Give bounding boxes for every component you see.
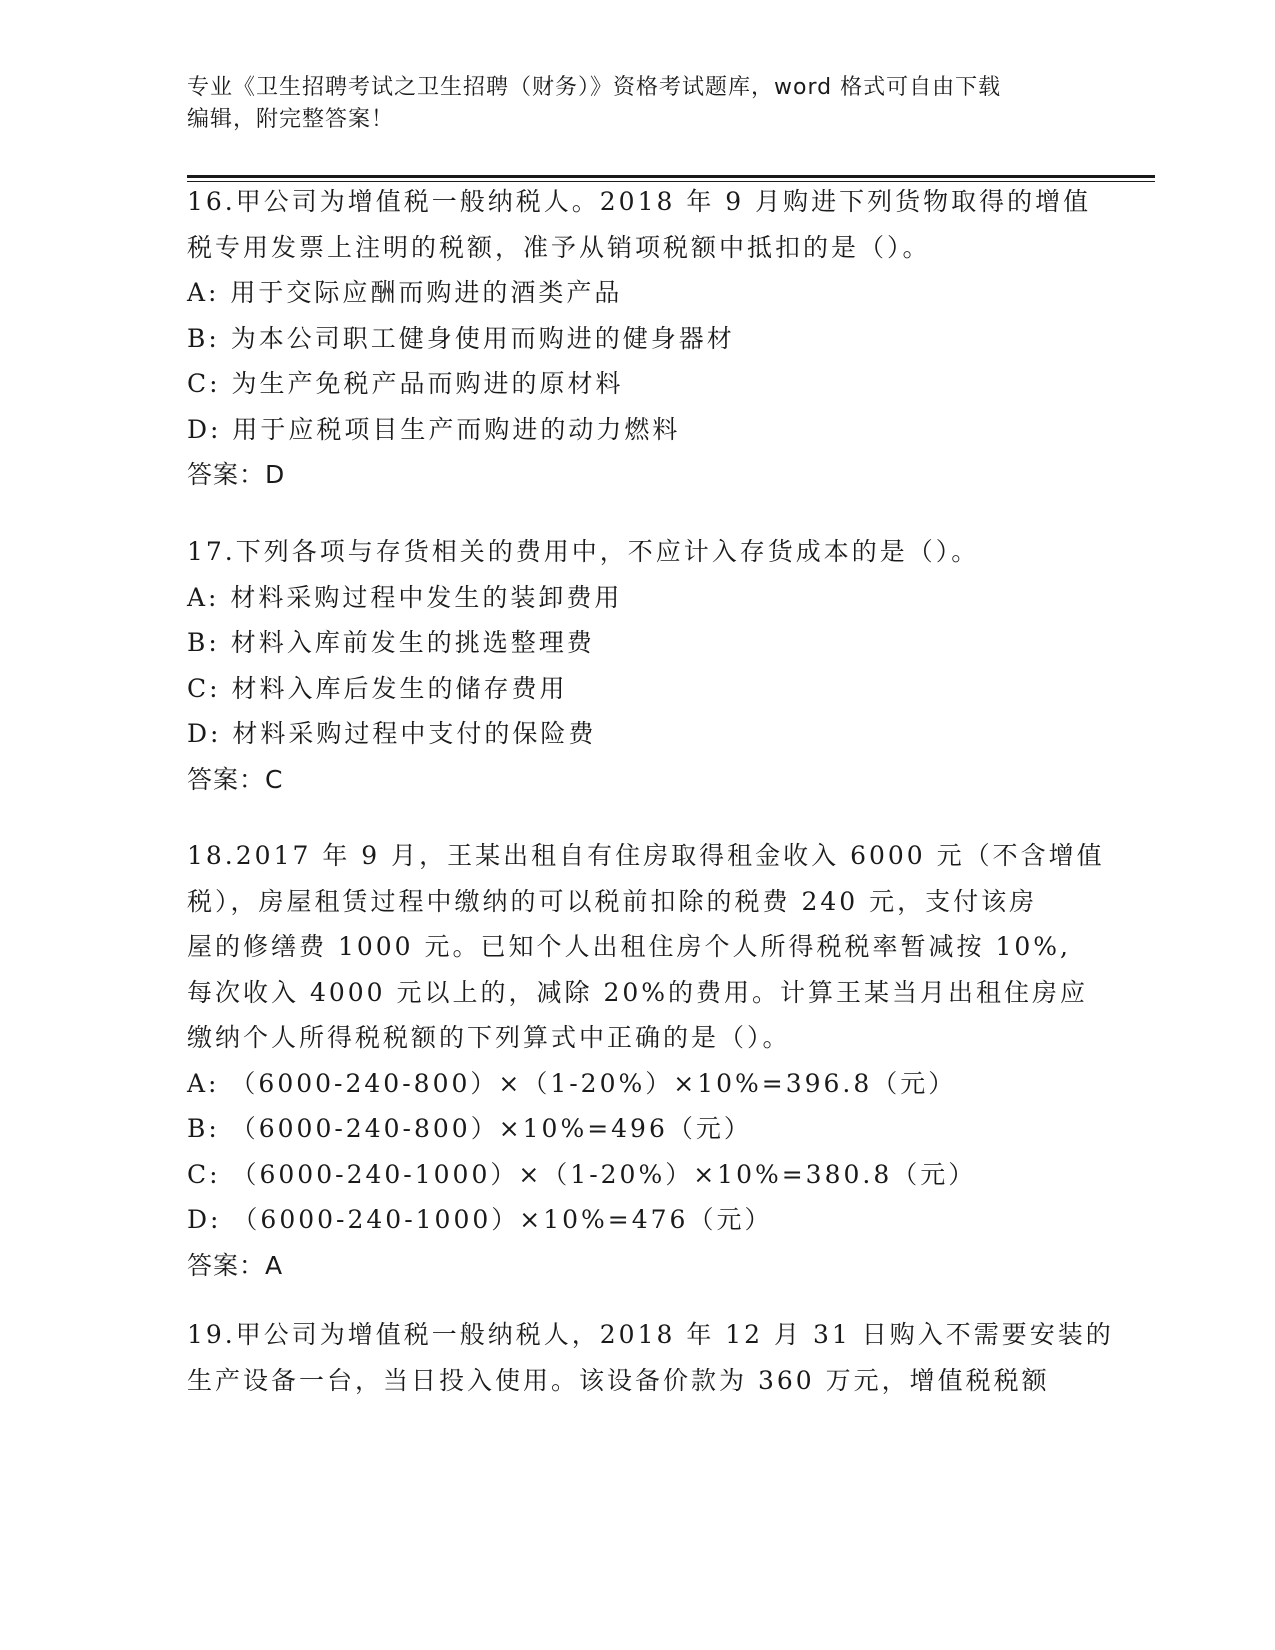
document-header: [187, 72, 1087, 136]
header-line-2: 编辑，附完整答案！: [187, 107, 395, 132]
header-divider-thick: [187, 175, 1155, 178]
question-text-line: 每次收入 4000 元以上的，减除 20%的费用。计算王某当月出租住房应: [187, 977, 1089, 1007]
question-17: [187, 529, 1137, 802]
question-text-line: 税专用发票上注明的税额，准予从销项税额中抵扣的是（）。: [187, 232, 931, 262]
question-text-line: 18.2017 年 9 月，王某出租自有住房取得租金收入 6000 元（不含增值: [187, 841, 1105, 870]
option-b: B: 为本公司职工健身使用而购进的健身器材: [187, 323, 735, 353]
question-text-line: 税），房屋租赁过程中缴纳的可以税前扣除的税费 240 元，支付该房: [187, 886, 1038, 916]
question-text-line: 16.甲公司为增值税一般纳税人。2018 年 9 月购进下列货物取得的增值: [187, 187, 1092, 216]
option-c: C: 材料入库后发生的储存费用: [187, 673, 568, 703]
answer-line: 答案：C: [187, 764, 284, 794]
option-b: B: 材料入库前发生的挑选整理费: [187, 628, 595, 657]
option-a: A: 材料采购过程中发生的装卸费用: [187, 582, 623, 612]
option-a: A: （6000-240-800）×（1-20%）×10%=396.8（元）: [187, 1068, 957, 1098]
question-text-line: 缴纳个人所得税税额的下列算式中正确的是（）。: [187, 1023, 791, 1052]
question-text-line: 17.下列各项与存货相关的费用中，不应计入存货成本的是（）。: [187, 537, 980, 566]
option-d: D: （6000-240-1000）×10%=476（元）: [187, 1205, 773, 1234]
option-c: C: （6000-240-1000）×（1-20%）×10%=380.8（元）: [187, 1159, 977, 1189]
question-18: [187, 833, 1137, 1288]
question-16: [187, 179, 1137, 498]
option-c: C: 为生产免税产品而购进的原材料: [187, 369, 624, 398]
question-text-line: 19.甲公司为增值税一般纳税人，2018 年 12 月 31 日购入不需要安装的: [187, 1320, 1114, 1349]
option-d: D: 用于应税项目生产而购进的动力燃料: [187, 414, 681, 444]
option-a: A: 用于交际应酬而购进的酒类产品: [187, 278, 623, 307]
header-line-1: 专业《卫生招聘考试之卫生招聘（财务）》资格考试题库，word 格式可自由下载: [187, 75, 1002, 100]
answer-line: 答案：A: [187, 1250, 284, 1280]
option-b: B: （6000-240-800）×10%=496（元）: [187, 1114, 752, 1143]
question-text-line: 生产设备一台，当日投入使用。该设备价款为 360 万元，增值税税额: [187, 1365, 1050, 1395]
answer-line: 答案：D: [187, 460, 286, 489]
question-text-line: 屋的修缮费 1000 元。已知个人出租住房个人所得税税率暂减按 10%,: [187, 932, 1071, 961]
question-19: [187, 1312, 1137, 1403]
option-d: D: 材料采购过程中支付的保险费: [187, 719, 597, 748]
